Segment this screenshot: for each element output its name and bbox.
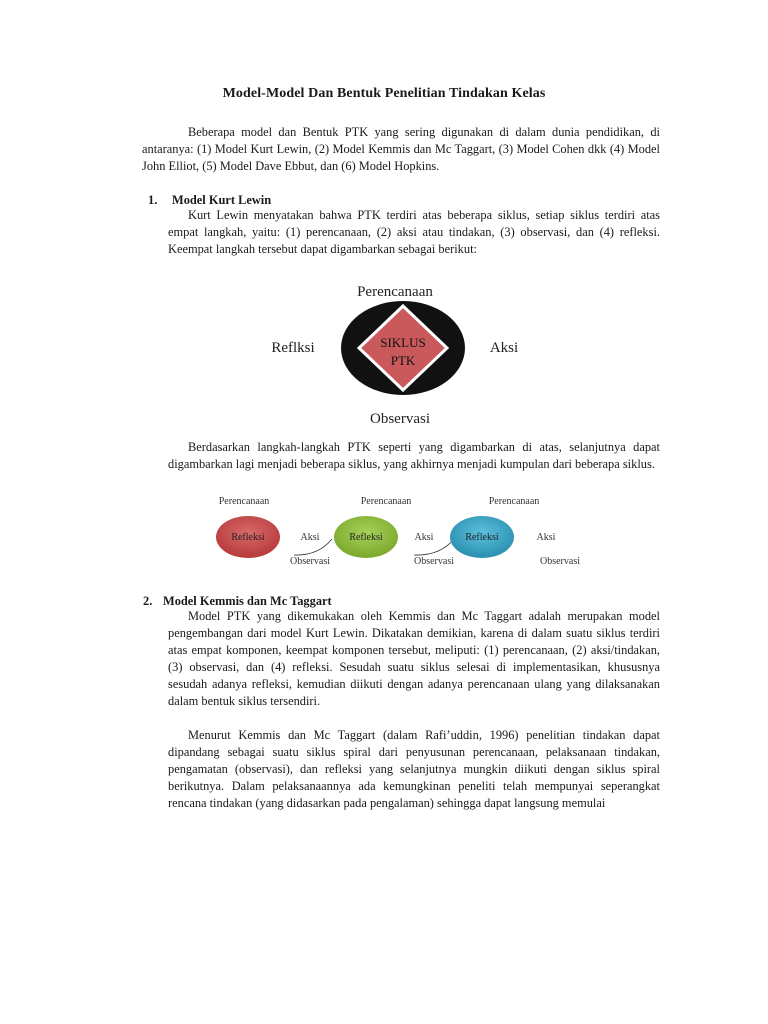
cycle2-top-label: Perencanaan [360, 496, 412, 507]
cycle3-right-label: Aksi [536, 532, 556, 543]
diagram1-left-label: Reflksi [271, 340, 315, 356]
cycle2-bottom-label: Observasi [414, 556, 454, 567]
cycle3-circle-label: Refleksi [465, 532, 499, 543]
diagram1-center-line2: PTK [390, 353, 416, 368]
section1-number: 1. [148, 193, 158, 207]
section2-paragraph1 [168, 608, 660, 710]
cycle3-bottom-label: Observasi [540, 556, 580, 567]
section2-title: Model Kemmis dan Mc Taggart [163, 594, 332, 608]
section1-paragraph1 [168, 207, 660, 258]
cycle3-top-label: Perencanaan [488, 496, 540, 507]
section2-para2-text: Menurut Kemmis dan Mc Taggart (dalam Rafi’uddin, 1996) penelitian tindakan dapat dipandang sebagai suatu siklus spiral dari penyusunan perencanaan, pelaksanaan tindakan, pengamatan (observasi), dan refleksi yang selanjutnya mungkin diikuti dengan siklus spiral berikutnya. Dalam pelaksanaannya ada kemungkinan peneliti telah mempunyai seperangkat rencana tindakan (yang didasarkan pada pengalaman) sehingga dapat langsung memulai [168, 728, 660, 810]
siklus-ptk-diagram [255, 278, 535, 426]
diagram1-right-label: Aksi [489, 340, 519, 356]
cycle1-bottom-label: Observasi [290, 556, 330, 567]
section1-paragraph2 [168, 439, 660, 473]
multi-cycle-diagram [208, 492, 598, 572]
diagram1-top-label: Perencanaan [357, 284, 433, 300]
cycle2-circle-label: Refleksi [349, 532, 383, 543]
document-title: Model-Model Dan Bentuk Penelitian Tindakan Kelas [222, 86, 546, 101]
section1-para2-text: Berdasarkan langkah-langkah PTK seperti yang digambarkan di atas, selanjutnya dapat digambarkan lagi menjadi beberapa siklus, yang akhirnya menjadi kumpulan dari beberapa siklus. [168, 440, 660, 471]
section2-para1-text: Model PTK yang dikemukakan oleh Kemmis dan Mc Taggart adalah merupakan model pengembangan dari model Kurt Lewin. Dikatakan demikian, karena di dalam suatu siklus terdiri atas empat komponen, keempat komponen tersebut, meliputi: (1) perencanaan, (2) aksi/tindakan, (3) observasi, dan (4) refleksi. Sesudah suatu siklus selesai di implementasikan, khususnya sesudah adanya refleksi, kemudian diikuti dengan adanya perencanaan ulang yang dilaksanakan dalam bentuk siklus tersendiri. [168, 609, 660, 708]
cycle1-right-label: Aksi [300, 532, 320, 543]
diagram1-bottom-label: Observasi [370, 411, 430, 426]
section2-number: 2. [143, 594, 153, 608]
section2-paragraph2 [168, 727, 660, 812]
cycle1-top-label: Perencanaan [218, 496, 270, 507]
section1-para1-text: Kurt Lewin menyatakan bahwa PTK terdiri atas beberapa siklus, setiap siklus terdiri atas empat langkah, yaitu: (1) perencanaan, (2) aksi atau tindakan, (3) observasi, dan (4) refleksi. Keempat langkah tersebut dapat digambarkan sebagai berikut: [168, 208, 660, 256]
cycle-2 [334, 496, 454, 567]
intro-paragraph [142, 124, 660, 175]
cycle2-right-label: Aksi [414, 532, 434, 543]
section1-title: Model Kurt Lewin [172, 193, 272, 207]
cycle-3 [450, 496, 580, 567]
intro-text: Beberapa model dan Bentuk PTK yang sering digunakan di dalam dunia pendidikan, di antaranya: (1) Model Kurt Lewin, (2) Model Kemmis dan Mc Taggart, (3) Model Cohen dkk (4) Model John Elliot, (5) Model Dave Ebbut, dan (6) Model Hopkins. [142, 125, 660, 173]
diagram1-center-line1: SIKLUS [380, 335, 426, 350]
cycle1-circle-label: Refleksi [231, 532, 265, 543]
cycle-1 [216, 496, 332, 567]
